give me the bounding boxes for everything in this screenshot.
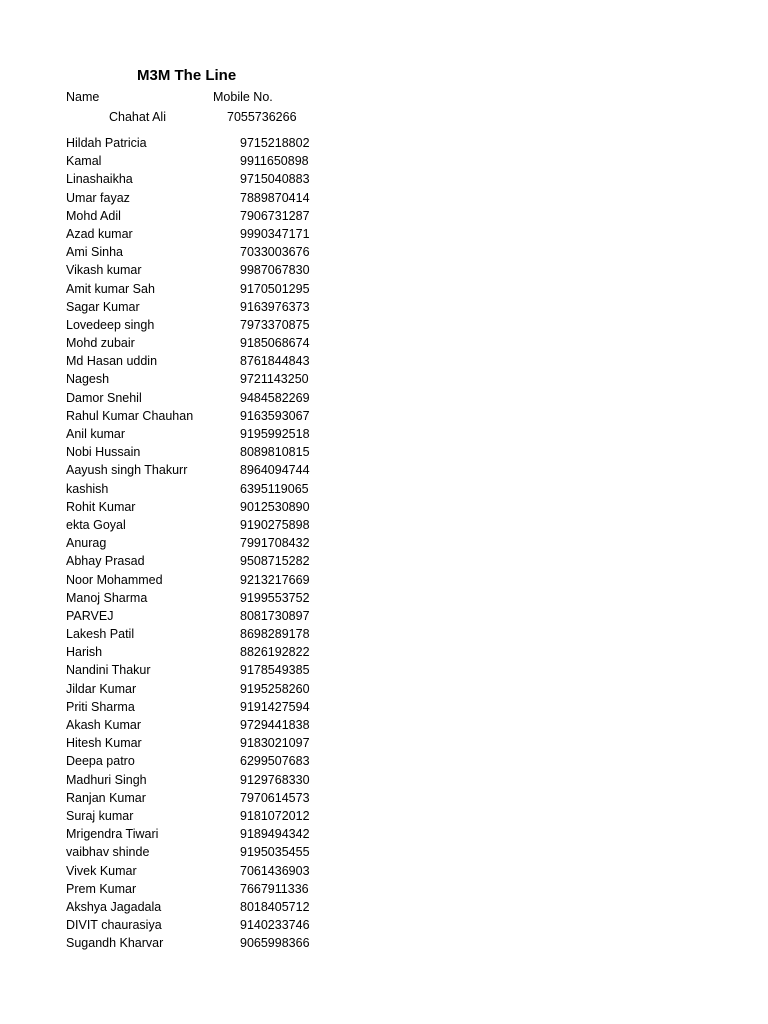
contact-mobile: 7973370875: [240, 317, 310, 332]
contact-name: Mohd Adil: [66, 208, 121, 223]
contact-name: Anil kumar: [66, 427, 126, 441]
list-item: [66, 607, 326, 625]
contact-name: Akash Kumar: [66, 718, 142, 732]
contact-name: kashish: [66, 481, 109, 496]
contact-mobile: 8964094744: [240, 463, 310, 478]
contact-name: Linashaikha: [66, 172, 133, 187]
contact-mobile: 9715218802: [240, 136, 310, 150]
contact-mobile: 9508715282: [240, 554, 310, 569]
contact-name: Amit kumar Sah: [66, 281, 155, 296]
contact-mobile: 9129768330: [240, 772, 310, 787]
contact-mobile: 9195992518: [240, 427, 310, 441]
list-item: [66, 443, 326, 461]
list-item: [66, 134, 326, 152]
contact-name: PARVEJ: [66, 608, 114, 623]
document-title: M3M The Line: [137, 67, 237, 84]
contact-name: Prem Kumar: [66, 881, 137, 896]
contact-mobile: 8826192822: [240, 645, 310, 660]
list-item: [66, 425, 326, 443]
contact-name: Nandini Thakur: [66, 663, 151, 678]
list-item: [66, 480, 326, 498]
contact-mobile: 9190275898: [240, 517, 310, 532]
list-item: [66, 771, 326, 789]
contact-mobile: 7033003676: [240, 245, 310, 260]
list-item: [66, 534, 326, 552]
contact-name: Akshya Jagadala: [66, 899, 162, 914]
list-item: [66, 334, 326, 352]
contact-name: Hitesh Kumar: [66, 736, 142, 751]
contact-name: vaibhav shinde: [66, 845, 150, 860]
contact-name: Nobi Hussain: [66, 445, 141, 460]
list-item: [66, 261, 326, 279]
contact-name: Mohd zubair: [66, 336, 135, 351]
contact-mobile: 9163593067: [240, 408, 310, 423]
list-item: [66, 643, 326, 661]
contact-mobile: 9140233746: [240, 918, 310, 933]
contact-mobile: 8018405712: [240, 899, 310, 914]
mobile-column-header: Mobile No.: [213, 90, 273, 104]
contact-mobile: 9185068674: [240, 336, 310, 351]
contact-mobile: 9170501295: [240, 281, 310, 296]
contact-mobile: 9181072012: [240, 808, 310, 823]
list-item: [66, 498, 326, 516]
contact-name: Harish: [66, 645, 103, 660]
contact-mobile: 6299507683: [240, 754, 310, 769]
contact-name: Anurag: [66, 536, 107, 551]
contact-list: [66, 134, 326, 952]
contact-mobile: 9199553752: [240, 590, 310, 605]
contact-mobile: 9195258260: [240, 681, 310, 696]
contact-name: Madhuri Singh: [66, 772, 147, 787]
list-item: [66, 571, 326, 589]
contact-name: Rohit Kumar: [66, 499, 136, 514]
contact-name: Kamal: [66, 154, 102, 169]
contact-mobile: 9012530890: [240, 499, 310, 514]
list-item: [66, 461, 326, 479]
contact-mobile: 7889870414: [240, 190, 310, 205]
list-item: [66, 843, 326, 861]
list-item: [66, 370, 326, 388]
contact-mobile: 8081730897: [240, 608, 310, 623]
contact-name: Noor Mohammed: [66, 572, 163, 587]
list-item: [66, 207, 326, 225]
list-item: [66, 316, 326, 334]
contact-mobile: 8089810815: [240, 445, 310, 460]
contact-mobile: 9729441838: [240, 718, 310, 732]
contact-name: Nagesh: [66, 372, 110, 387]
list-item: [66, 407, 326, 425]
contact-mobile: 9163976373: [240, 299, 310, 314]
contact-name: Deepa patro: [66, 754, 135, 769]
contact-mobile: 7906731287: [240, 208, 310, 223]
list-item: [66, 389, 326, 407]
list-item: [66, 152, 326, 170]
contact-name: Ranjan Kumar: [66, 790, 146, 805]
list-item: [66, 243, 326, 261]
contact-name: Sugandh Kharvar: [66, 936, 164, 951]
contact-mobile: 9183021097: [240, 736, 310, 751]
contact-name: Vikash kumar: [66, 263, 142, 278]
contact-mobile: 9715040883: [240, 172, 310, 187]
contact-name: Suraj kumar: [66, 808, 134, 823]
contact-mobile: 9178549385: [240, 663, 310, 678]
list-item: [66, 862, 326, 880]
first-entry-name: Chahat Ali: [109, 110, 166, 124]
contact-name: Vivek Kumar: [66, 863, 137, 878]
list-item: [66, 280, 326, 298]
contact-name: DIVIT chaurasiya: [66, 918, 162, 933]
first-entry-mobile: 7055736266: [227, 110, 297, 124]
contact-mobile: 9191427594: [240, 699, 310, 714]
list-item: [66, 898, 326, 916]
list-item: [66, 880, 326, 898]
contact-name: Aayush singh Thakurr: [66, 463, 188, 478]
list-item: [66, 680, 326, 698]
contact-name: Priti Sharma: [66, 699, 135, 714]
contact-mobile: 6395119065: [240, 481, 309, 496]
contact-mobile: 7991708432: [240, 536, 310, 551]
list-item: [66, 934, 326, 952]
contact-name: Umar fayaz: [66, 190, 130, 205]
list-item: [66, 716, 326, 734]
list-item: [66, 789, 326, 807]
contact-mobile: 9065998366: [240, 936, 310, 951]
list-item: [66, 825, 326, 843]
contact-name: Azad kumar: [66, 226, 133, 241]
contact-mobile: 9189494342: [240, 827, 310, 842]
contact-mobile: 9987067830: [240, 263, 310, 278]
list-item: [66, 225, 326, 243]
contact-name: Hildah Patricia: [66, 136, 147, 150]
contact-mobile: 9990347171: [240, 226, 310, 241]
contact-mobile: 9911650898: [240, 154, 309, 169]
contact-mobile: 7061436903: [240, 863, 310, 878]
list-item: [66, 625, 326, 643]
list-item: [66, 589, 326, 607]
list-item: [66, 170, 326, 188]
contact-name: Sagar Kumar: [66, 299, 140, 314]
contact-mobile: 9213217669: [240, 572, 310, 587]
name-column-header: Name: [66, 90, 100, 104]
contact-name: Jildar Kumar: [66, 681, 137, 696]
list-item: [66, 661, 326, 679]
list-item: [66, 298, 326, 316]
contact-name: Manoj Sharma: [66, 590, 148, 605]
contact-name: Abhay Prasad: [66, 554, 145, 569]
contact-mobile: 8761844843: [240, 354, 310, 369]
contact-name: Mrigendra Tiwari: [66, 827, 159, 842]
contact-name: Rahul Kumar Chauhan: [66, 408, 194, 423]
contact-mobile: 9195035455: [240, 845, 310, 860]
list-item: [66, 552, 326, 570]
contact-name: Md Hasan uddin: [66, 354, 158, 369]
list-item: [66, 734, 326, 752]
contact-name: Ami Sinha: [66, 245, 123, 260]
contact-name: ekta Goyal: [66, 517, 126, 532]
contact-name: Lakesh Patil: [66, 627, 135, 642]
contact-mobile: 7667911336: [240, 881, 309, 896]
contact-mobile: 9484582269: [240, 390, 310, 405]
list-item: [66, 752, 326, 770]
contact-name: Damor Snehil: [66, 390, 142, 405]
list-item: [66, 516, 326, 534]
contact-mobile: 9721143250: [240, 372, 309, 387]
list-item: [66, 916, 326, 934]
contact-name: Lovedeep singh: [66, 317, 155, 332]
contact-mobile: 8698289178: [240, 627, 310, 642]
list-item: [66, 352, 326, 370]
list-item: [66, 698, 326, 716]
contact-mobile: 7970614573: [240, 790, 310, 805]
list-item: [66, 189, 326, 207]
list-item: [66, 807, 326, 825]
